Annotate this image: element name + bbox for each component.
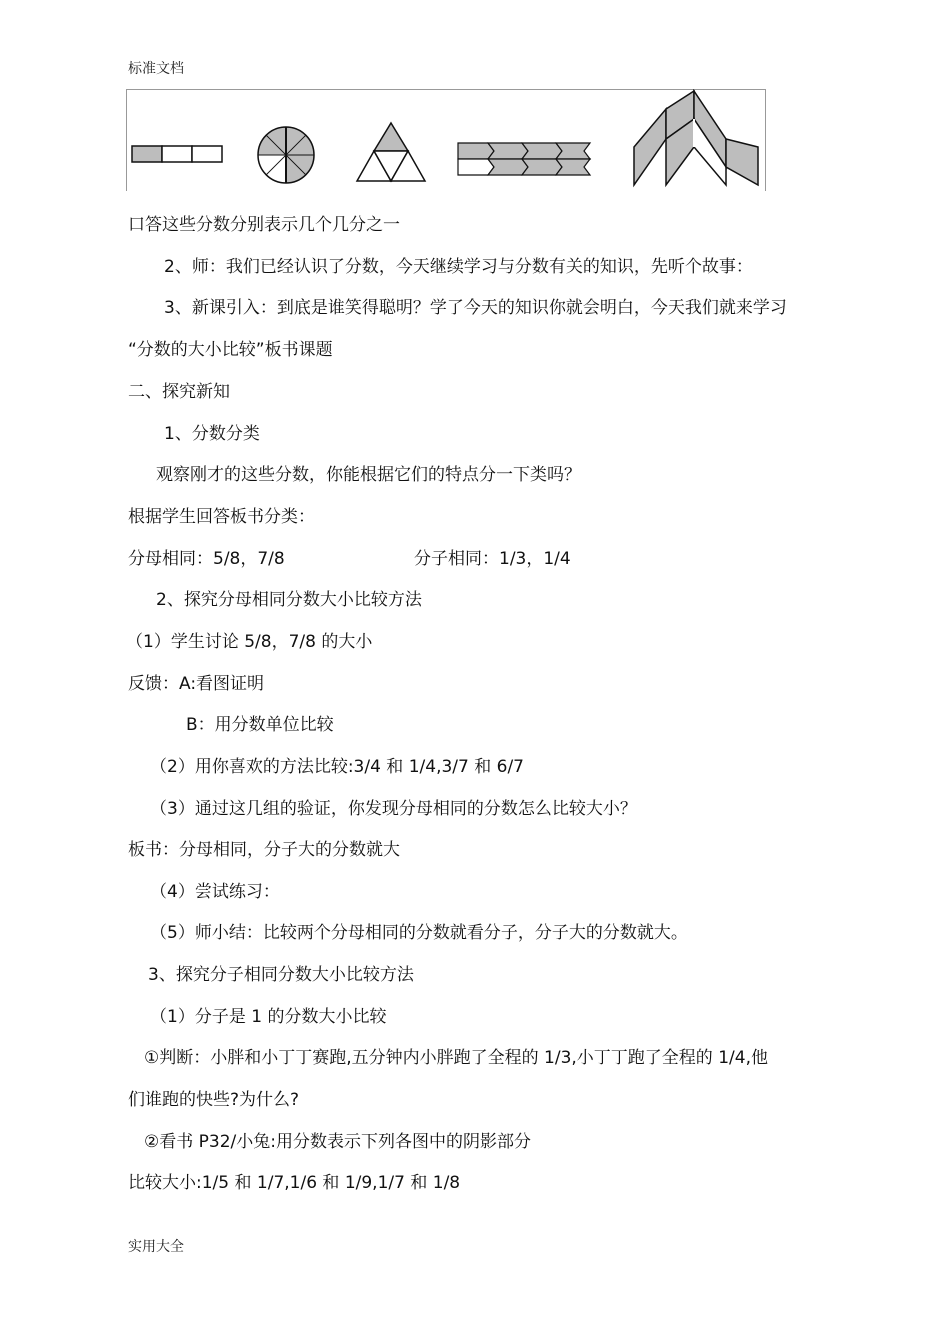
text-line-1: 口答这些分数分别表示几个几分之一 [128,215,400,235]
bar-thirds-figure [132,146,222,162]
text-line-7: 观察刚才的这些分数，你能根据它们的特点分一下类吗？ [156,465,581,485]
text-line-3: 3、新课引入：到底是谁笑得聪明？学了今天的知识你就会明白，今天我们就来学习 [164,298,787,318]
text-line-9b: 分子相同：1/3，1/4 [414,549,571,569]
fraction-figures [126,89,766,191]
text-line-19: 3、探究分子相同分数大小比较方法 [148,965,414,985]
text-line-24: 比较大小:1/5 和 1/7,1/6 和 1/9,1/7 和 1/8 [128,1173,461,1193]
text-line-9a: 分母相同：5/8，7/8 [128,549,285,569]
text-line-2: 2、师：我们已经认识了分数，今天继续学习与分数有关的知识，先听个故事： [164,257,753,277]
chevron-strip-figure [458,143,590,175]
page-footer: 实用大全 [128,1239,184,1255]
text-line-4: “分数的大小比较”板书课题 [128,340,333,360]
text-line-14: （2）用你喜欢的方法比较:3/4 和 1/4,3/7 和 6/7 [150,757,524,777]
text-line-15: （3）通过这几组的验证，你发现分母相同的分数怎么比较大小？ [150,799,637,819]
fraction-figures-svg [126,89,766,191]
text-line-20: （1）分子是 1 的分数大小比较 [150,1007,387,1027]
text-line-13: B：用分数单位比较 [186,715,334,735]
section-heading: 二、探究新知 [128,382,230,402]
text-line-21: ①判断：小胖和小丁丁赛跑,五分钟内小胖跑了全程的 1/3,小丁丁跑了全程的 1/4,他 [144,1048,768,1068]
text-line-12: 反馈：A:看图证明 [128,674,265,694]
text-line-23: ②看书 P32/小兔:用分数表示下列各图中的阴影部分 [144,1132,531,1152]
text-line-10: 2、探究分母相同分数大小比较方法 [156,590,422,610]
page-header: 标准文档 [128,61,184,77]
text-line-16: 板书：分母相同，分子大的分数就大 [128,840,400,860]
arrow-shape-figure [634,91,758,185]
text-line-6: 1、分数分类 [164,424,260,444]
triangle-quarters-figure [357,123,425,181]
text-line-8: 根据学生回答板书分类： [128,507,315,527]
text-line-22: 们谁跑的快些?为什么? [128,1090,300,1110]
text-line-17: （4）尝试练习： [150,882,280,902]
text-line-11: （1）学生讨论 5/8，7/8 的大小 [126,632,373,652]
text-line-18: （5）师小结：比较两个分母相同的分数就看分子，分子大的分数就大。 [150,923,688,943]
circle-eighths-figure [258,127,314,183]
